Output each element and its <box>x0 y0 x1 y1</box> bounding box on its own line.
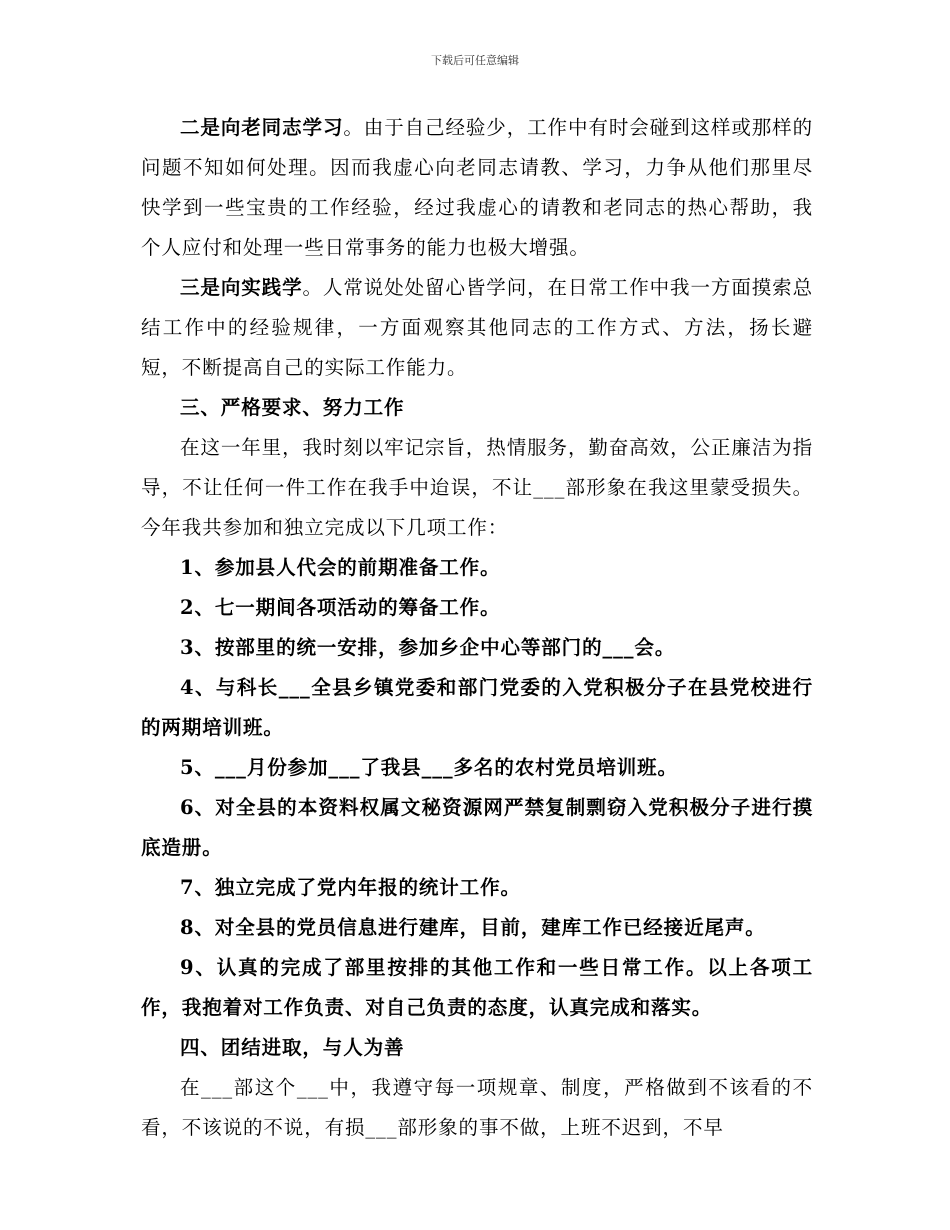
list-item-text: 2、七一期间各项活动的筹备工作。 <box>180 596 501 619</box>
paragraph-text: 在___部这个___中，我遵守每一项规章、制度，严格做到不该看的不看，不该说的不说，有损___部形象的事不做，上班不迟到，不早 <box>141 1076 813 1139</box>
list-item-7 <box>141 868 813 908</box>
section-heading-text: 三、严格要求、努力工作 <box>180 396 405 419</box>
paragraph-lead: 三是向实践学 <box>180 276 303 299</box>
paragraph-discipline <box>141 1068 813 1148</box>
paragraph-text: 。人常说处处留心皆学问，在日常工作中我一方面摸索总结工作中的经验规律，一方面观察其他同志的工作方式、方法，扬长避短，不断提高自己的实际工作能力。 <box>141 276 813 379</box>
list-item-6 <box>141 788 813 868</box>
paragraph-learn-from-veterans <box>141 108 813 268</box>
list-item-text: 7、独立完成了党内年报的统计工作。 <box>180 876 521 899</box>
list-item-2 <box>141 588 813 628</box>
document-body <box>141 108 813 1148</box>
list-item-text: 9、认真的完成了部里按排的其他工作和一些日常工作。以上各项工作，我抱着对工作负责、对自己负责的态度，认真完成和落实。 <box>141 956 813 1019</box>
paragraph-lead: 二是向老同志学习 <box>180 116 344 139</box>
section-heading-text: 四、团结进取，与人为善 <box>180 1036 405 1059</box>
list-item-5 <box>141 748 813 788</box>
section-heading-4 <box>141 1028 813 1068</box>
list-item-text: 6、对全县的本资料权属文秘资源网严禁复制剽窃入党积极分子进行摸底造册。 <box>141 796 813 859</box>
paragraph-learn-from-practice <box>141 268 813 388</box>
list-item-text: 5、___月份参加___了我县___多名的农村党员培训班。 <box>180 756 678 779</box>
list-item-text: 8、对全县的党员信息进行建库，目前，建库工作已经接近尾声。 <box>180 916 766 939</box>
section-heading-3 <box>141 388 813 428</box>
list-item-3 <box>141 628 813 668</box>
list-item-text: 3、按部里的统一安排，参加乡企中心等部门的___会。 <box>180 636 676 659</box>
page-header: 下载后可任意编辑 <box>431 54 519 67</box>
paragraph-text: 在这一年里，我时刻以牢记宗旨，热情服务，勤奋高效，公正廉洁为指导，不让任何一件工作在我手中迨误，不让___部形象在我这里蒙受损失。今年我共参加和独立完成以下几项工作： <box>141 436 813 539</box>
paragraph-text: 。由于自己经验少，工作中有时会碰到这样或那样的问题不知如何处理。因而我虚心向老同志请教、学习，力争从他们那里尽快学到一些宝贵的工作经验，经过我虚心的请教和老同志的热心帮助，我个人应付和处理一些日常事务的能力也极大增强。 <box>141 116 813 259</box>
list-item-text: 4、与科长___全县乡镇党委和部门党委的入党积极分子在县党校进行的两期培训班。 <box>141 676 813 739</box>
list-item-9 <box>141 948 813 1028</box>
list-item-4 <box>141 668 813 748</box>
list-item-text: 1、参加县人代会的前期准备工作。 <box>180 556 501 579</box>
paragraph-year-summary <box>141 428 813 548</box>
list-item-8 <box>141 908 813 948</box>
list-item-1 <box>141 548 813 588</box>
